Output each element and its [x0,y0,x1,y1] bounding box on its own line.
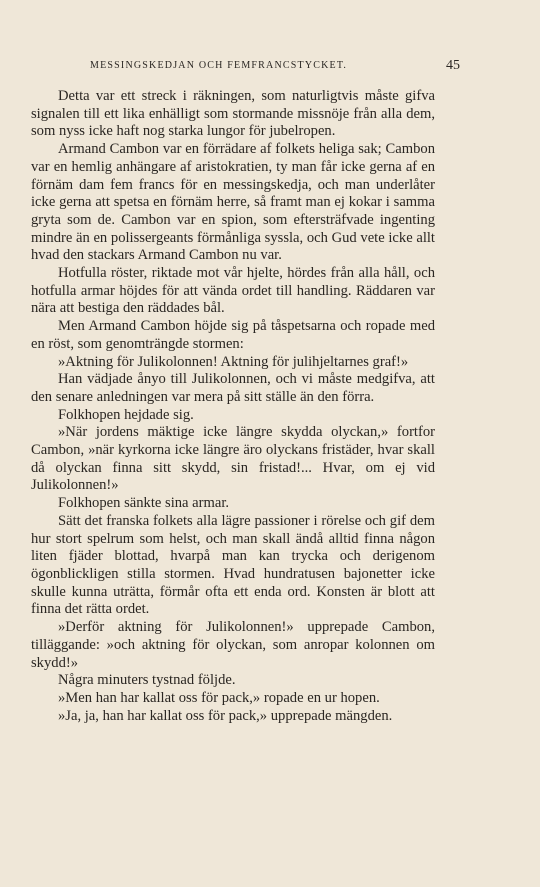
paragraph: Sätt det franska folkets alla lägre passioner i rörelse och gif dem hur stort spelrum som helst, och man skall ändå alltid finna någon liten fjäder blottad, hvarpå man kan trycka och derigenom ögonblickligen stilla stormen. Hvad hundratusen bajonetter icke skulle kunna uträtta, förmår ofta ett enda ord. Konsten är blott att finna det rätta ordet. [31,512,435,618]
paragraph: »Derför aktning för Julikolonnen!» upprepade Cambon, tilläggande: »och aktning för olyckan, som anropar kolonnen om skydd!» [31,619,435,671]
paragraph: »Aktning för Julikolonnen! Aktning för julihjeltarnes graf!» [58,353,409,370]
paragraph: Armand Cambon var en förrädare af folkets heliga sak; Cambon var en hemlig anhängare af aristokratien, ty man får icke gerna af en förnäm dam fem francs för en messingskedja, och man underlåter icke gerna att spetsa en förnäm herre, så framt man ej kokar i samma gryta som de. Cambon var en spion, som eftersträfvade ingenting mindre än en polissergeants förmånliga syssla, och Gud vete icke allt hvad den stackars Armand Cambon nu var. [31,141,435,264]
page-number: 45 [446,58,460,73]
paragraph: »När jordens mäktige icke längre skydda olyckan,» fortfor Cambon, »när kyrkorna icke längre äro olyckans fristäder, hvar skall då olyckan finna sitt skydd, sin fristad!... Hvar, om ej vid Julikolonnen!» [31,424,435,494]
paragraph: Detta var ett streck i räkningen, som naturligtvis måste gifva signalen till ett lika enhälligt som stormande missnöje från alla dem, som nyss icke haft nog starka lungor för jubelropen. [31,88,435,140]
page-header [90,60,460,76]
paragraph: »Ja, ja, han har kallat oss för pack,» upprepade mängden. [58,707,393,724]
running-title: MESSINGSKEDJAN OCH FEMFRANCSTYCKET. [90,60,348,71]
paragraph: »Men han har kallat oss för pack,» ropade en ur hopen. [58,689,380,706]
paragraph: Folkhopen hejdade sig. [58,406,194,423]
paragraph: Hotfulla röster, riktade mot vår hjelte, hördes från alla håll, och hotfulla armar höjdes för att vända ordet till handling. Räddaren var nära att bestiga den räddades bål. [31,265,435,317]
paragraph: Han vädjade ånyo till Julikolonnen, och vi måste medgifva, att den senare anledningen var mera på sitt ställe än den förra. [31,371,435,405]
paragraph: Men Armand Cambon höjde sig på tåspetsarna och ropade med en röst, som genomträngde stormen: [31,318,435,352]
paragraph: Några minuters tystnad följde. [58,672,236,689]
paragraph: Folkhopen sänkte sina armar. [58,495,230,512]
body-text [31,88,435,725]
